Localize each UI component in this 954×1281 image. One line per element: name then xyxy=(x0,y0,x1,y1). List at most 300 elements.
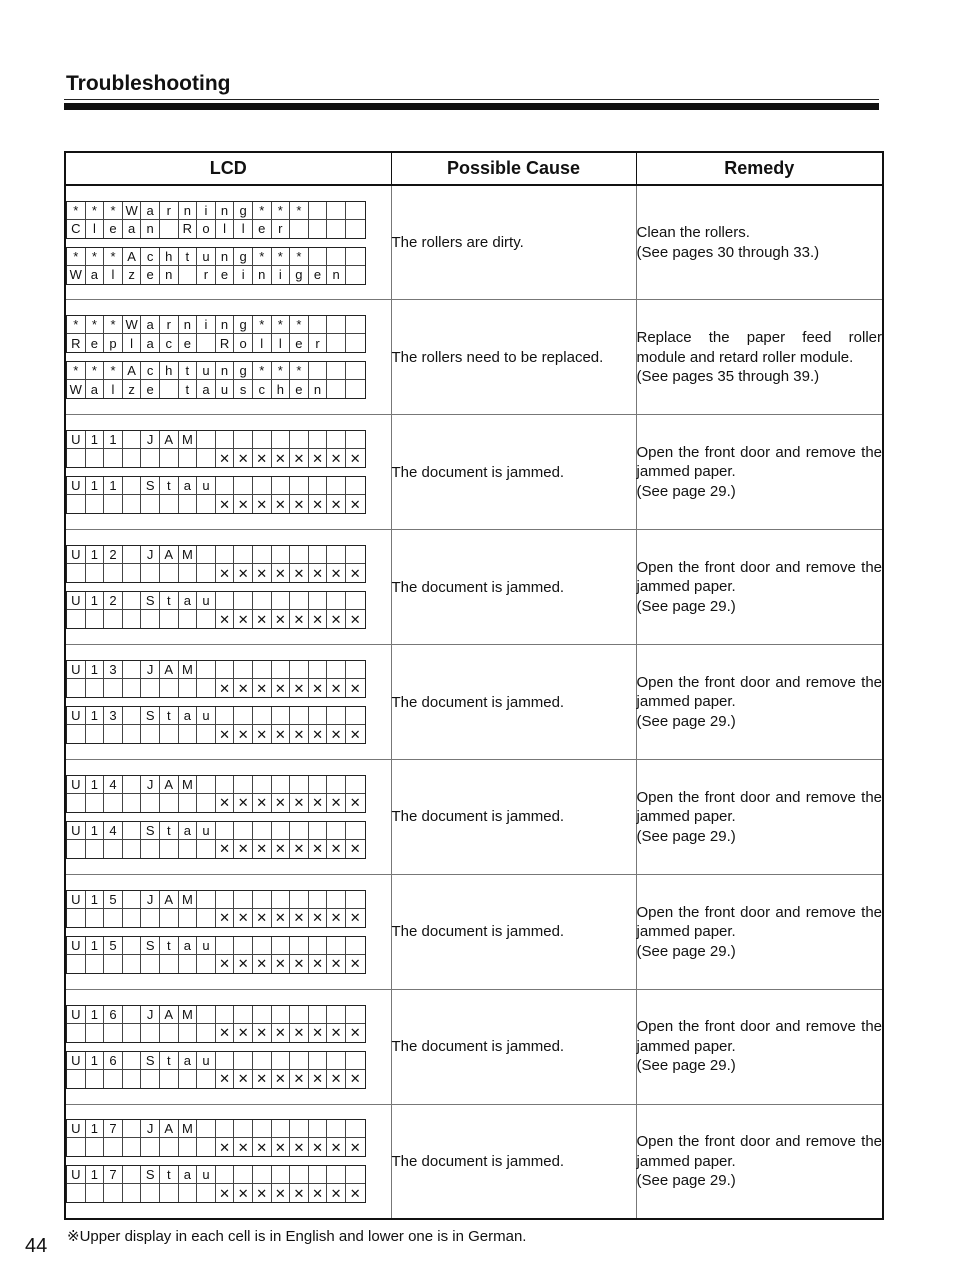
possible-cause: The document is jammed. xyxy=(391,759,636,874)
lcd-char: ✕ xyxy=(253,909,272,927)
lcd-char xyxy=(290,891,309,909)
lcd-char xyxy=(272,661,291,679)
lcd-char: J xyxy=(141,431,160,449)
lcd-char xyxy=(197,449,216,467)
lcd-char xyxy=(123,449,142,467)
lcd-char: ✕ xyxy=(309,679,328,697)
lcd-char: e xyxy=(179,334,198,352)
lcd-char xyxy=(197,661,216,679)
lcd-char: * xyxy=(290,316,309,334)
lcd-char xyxy=(67,679,86,697)
lcd-char xyxy=(290,546,309,564)
lcd-char xyxy=(197,776,216,794)
lcd-char xyxy=(327,380,346,398)
lcd-char xyxy=(272,431,291,449)
lcd-char xyxy=(141,610,160,628)
lcd-char: ✕ xyxy=(290,955,309,973)
lcd-char: ✕ xyxy=(253,495,272,513)
lcd-char: ✕ xyxy=(253,679,272,697)
lcd-char xyxy=(253,707,272,725)
lcd-display-german xyxy=(66,591,366,629)
lcd-char: l xyxy=(86,220,105,238)
remedy-page-reference: (See page 29.) xyxy=(636,1057,736,1075)
lcd-char xyxy=(234,822,253,840)
table-row xyxy=(65,1104,883,1219)
lcd-char: * xyxy=(290,202,309,220)
lcd-display-english xyxy=(66,775,366,813)
lcd-char: ✕ xyxy=(290,610,309,628)
lcd-char: e xyxy=(104,220,123,238)
lcd-char xyxy=(234,546,253,564)
lcd-char: n xyxy=(309,380,328,398)
lcd-char xyxy=(216,661,235,679)
lcd-char: ✕ xyxy=(272,725,291,743)
lcd-char: W xyxy=(123,316,142,334)
lcd-char: u xyxy=(197,1166,216,1184)
lcd-char xyxy=(197,679,216,697)
lcd-char xyxy=(309,891,328,909)
lcd-char: 6 xyxy=(104,1052,123,1070)
lcd-char: a xyxy=(86,266,105,284)
lcd-char: ✕ xyxy=(234,564,253,582)
lcd-char xyxy=(104,1024,123,1042)
lcd-char: 5 xyxy=(104,937,123,955)
lcd-char: ✕ xyxy=(234,495,253,513)
lcd-char: a xyxy=(197,380,216,398)
lcd-char xyxy=(327,707,346,725)
lcd-char: * xyxy=(104,362,123,380)
lcd-char xyxy=(272,1166,291,1184)
lcd-char: * xyxy=(86,248,105,266)
lcd-char xyxy=(179,840,198,858)
lcd-char: ✕ xyxy=(349,496,361,512)
lcd-char: t xyxy=(160,937,179,955)
lcd-char: 1 xyxy=(104,431,123,449)
lcd-char: e xyxy=(141,266,160,284)
lcd-char xyxy=(309,362,328,380)
remedy-page-reference: (See page 29.) xyxy=(636,597,736,615)
remedy-page-reference: (See page 29.) xyxy=(636,482,736,500)
lcd-char xyxy=(179,495,198,513)
lcd-char xyxy=(346,334,365,352)
lcd-char: c xyxy=(253,380,272,398)
lcd-char: n xyxy=(327,266,346,284)
lcd-char xyxy=(346,592,365,610)
lcd-char: U xyxy=(67,1120,86,1138)
lcd-char: l xyxy=(234,220,253,238)
lcd-char: J xyxy=(141,661,160,679)
lcd-char: ✕ xyxy=(234,1070,253,1088)
lcd-char xyxy=(104,679,123,697)
lcd-char: * xyxy=(290,362,309,380)
remedy xyxy=(636,989,883,1104)
lcd-char xyxy=(234,477,253,495)
lcd-char xyxy=(141,449,160,467)
lcd-char: A xyxy=(160,1006,179,1024)
remedy-instruction: Open the front door and remove the jammed paper. xyxy=(636,788,882,826)
lcd-char xyxy=(179,449,198,467)
lcd-char xyxy=(309,776,328,794)
lcd-char xyxy=(309,822,328,840)
lcd-char xyxy=(309,1052,328,1070)
lcd-char: 2 xyxy=(104,546,123,564)
lcd-char xyxy=(104,610,123,628)
lcd-char: t xyxy=(179,362,198,380)
lcd-display-english xyxy=(66,201,366,239)
lcd-char: u xyxy=(197,707,216,725)
lcd-char: ✕ xyxy=(327,495,346,513)
remedy-page-reference: (See page 29.) xyxy=(636,712,736,730)
title-rule-thick xyxy=(64,103,879,110)
lcd-char: ✕ xyxy=(234,909,253,927)
lcd-char: ✕ xyxy=(216,1070,235,1088)
lcd-char: U xyxy=(67,661,86,679)
lcd-char: a xyxy=(179,707,198,725)
lcd-char xyxy=(327,334,346,352)
lcd-char: * xyxy=(86,362,105,380)
remedy-page-reference: (See page 29.) xyxy=(636,1172,736,1190)
lcd-char xyxy=(234,1052,253,1070)
lcd-char xyxy=(67,794,86,812)
lcd-char: ✕ xyxy=(253,955,272,973)
remedy xyxy=(636,759,883,874)
lcd-char: ✕ xyxy=(309,1184,328,1202)
lcd-char: S xyxy=(141,822,160,840)
lcd-char: ✕ xyxy=(290,1184,309,1202)
remedy-instruction: Open the front door and remove the jammed paper. xyxy=(636,443,882,481)
lcd-char xyxy=(86,1184,105,1202)
lcd-char xyxy=(234,707,253,725)
lcd-display-english xyxy=(66,430,366,468)
lcd-char: * xyxy=(67,316,86,334)
lcd-char xyxy=(160,909,179,927)
lcd-char: t xyxy=(160,592,179,610)
lcd-char xyxy=(234,1166,253,1184)
lcd-char: n xyxy=(253,266,272,284)
lcd-char xyxy=(272,707,291,725)
lcd-char xyxy=(290,1006,309,1024)
lcd-char: S xyxy=(141,477,160,495)
lcd-char: ✕ xyxy=(290,1070,309,1088)
lcd-char: S xyxy=(141,937,160,955)
remedy xyxy=(636,530,883,645)
lcd-char xyxy=(123,679,142,697)
lcd-char: e xyxy=(86,334,105,352)
remedy-page-reference: (See pages 35 through 39.) xyxy=(636,368,820,386)
lcd-char xyxy=(67,955,86,973)
lcd-char: ✕ xyxy=(216,1184,235,1202)
lcd-char xyxy=(216,776,235,794)
lcd-char: ✕ xyxy=(327,725,346,743)
lcd-char xyxy=(197,1120,216,1138)
lcd-char xyxy=(104,725,123,743)
lcd-char xyxy=(309,707,328,725)
lcd-char xyxy=(141,1184,160,1202)
lcd-cell xyxy=(65,1104,391,1219)
lcd-char: ✕ xyxy=(216,955,235,973)
lcd-char xyxy=(309,661,328,679)
lcd-char xyxy=(197,610,216,628)
lcd-char xyxy=(160,840,179,858)
lcd-char xyxy=(346,891,365,909)
lcd-char: u xyxy=(197,1052,216,1070)
lcd-char: M xyxy=(179,891,198,909)
lcd-char: ✕ xyxy=(349,1071,361,1087)
lcd-char xyxy=(86,1024,105,1042)
lcd-char: M xyxy=(179,546,198,564)
lcd-char xyxy=(327,1120,346,1138)
lcd-char: ✕ xyxy=(327,840,346,858)
lcd-char xyxy=(67,1184,86,1202)
remedy-instruction: Open the front door and remove the jammed paper. xyxy=(636,903,882,941)
lcd-char xyxy=(160,1138,179,1156)
lcd-char: 3 xyxy=(104,707,123,725)
lcd-char xyxy=(104,1184,123,1202)
lcd-char: 1 xyxy=(86,937,105,955)
lcd-char: g xyxy=(290,266,309,284)
remedy xyxy=(636,645,883,760)
lcd-char: ✕ xyxy=(216,449,235,467)
lcd-char: 6 xyxy=(104,1006,123,1024)
lcd-char xyxy=(67,725,86,743)
lcd-char: U xyxy=(67,1052,86,1070)
title-rule-thin xyxy=(64,99,879,100)
header-remedy: Remedy xyxy=(636,152,883,185)
lcd-char xyxy=(197,725,216,743)
lcd-char xyxy=(253,592,272,610)
lcd-char xyxy=(272,592,291,610)
lcd-char: e xyxy=(216,266,235,284)
lcd-char: W xyxy=(123,202,142,220)
lcd-char: n xyxy=(216,248,235,266)
lcd-char xyxy=(123,955,142,973)
lcd-char xyxy=(86,840,105,858)
lcd-char xyxy=(104,1070,123,1088)
possible-cause: The document is jammed. xyxy=(391,1104,636,1219)
lcd-char xyxy=(123,1166,142,1184)
lcd-char: ✕ xyxy=(272,495,291,513)
lcd-char xyxy=(197,1006,216,1024)
lcd-char: g xyxy=(234,202,253,220)
lcd-char: ✕ xyxy=(309,955,328,973)
lcd-char xyxy=(123,1052,142,1070)
lcd-char: * xyxy=(253,316,272,334)
lcd-char: * xyxy=(290,248,309,266)
lcd-char: t xyxy=(160,707,179,725)
lcd-char xyxy=(216,592,235,610)
remedy xyxy=(636,874,883,989)
lcd-char: u xyxy=(197,822,216,840)
lcd-char xyxy=(86,794,105,812)
lcd-char: ✕ xyxy=(253,725,272,743)
lcd-display-english xyxy=(66,660,366,698)
lcd-char: ✕ xyxy=(234,449,253,467)
lcd-char xyxy=(197,1070,216,1088)
lcd-char xyxy=(123,477,142,495)
lcd-display-english xyxy=(66,890,366,928)
remedy-instruction: Open the front door and remove the jammed paper. xyxy=(636,1133,882,1170)
lcd-char xyxy=(197,1184,216,1202)
lcd-char xyxy=(253,661,272,679)
lcd-char xyxy=(290,592,309,610)
lcd-char xyxy=(104,449,123,467)
lcd-char xyxy=(234,1120,253,1138)
lcd-char: ✕ xyxy=(216,840,235,858)
lcd-char: ✕ xyxy=(309,610,328,628)
lcd-char: * xyxy=(104,202,123,220)
lcd-char: n xyxy=(179,316,198,334)
lcd-char xyxy=(179,610,198,628)
lcd-cell xyxy=(65,185,391,300)
lcd-char xyxy=(160,449,179,467)
lcd-char xyxy=(123,431,142,449)
lcd-char xyxy=(160,794,179,812)
lcd-char xyxy=(67,610,86,628)
lcd-display-english xyxy=(66,1005,366,1043)
lcd-char: a xyxy=(141,202,160,220)
lcd-char: * xyxy=(86,316,105,334)
lcd-char xyxy=(346,937,365,955)
lcd-char: e xyxy=(309,266,328,284)
lcd-char xyxy=(123,1024,142,1042)
lcd-char: ✕ xyxy=(327,610,346,628)
lcd-char: R xyxy=(216,334,235,352)
lcd-char xyxy=(253,937,272,955)
lcd-display-german xyxy=(66,1165,366,1203)
lcd-char xyxy=(272,1006,291,1024)
lcd-char xyxy=(216,431,235,449)
lcd-char: ✕ xyxy=(309,794,328,812)
remedy-page-reference: (See page 29.) xyxy=(636,942,736,960)
lcd-char: a xyxy=(179,822,198,840)
lcd-char: ✕ xyxy=(290,564,309,582)
lcd-char xyxy=(290,1120,309,1138)
lcd-char xyxy=(234,661,253,679)
lcd-char: a xyxy=(179,477,198,495)
lcd-char xyxy=(290,822,309,840)
lcd-char: ✕ xyxy=(272,1184,291,1202)
lcd-char xyxy=(123,794,142,812)
lcd-char xyxy=(309,220,328,238)
lcd-char: ✕ xyxy=(253,564,272,582)
lcd-char: p xyxy=(104,334,123,352)
lcd-char xyxy=(123,1184,142,1202)
lcd-char: U xyxy=(67,592,86,610)
lcd-char: r xyxy=(160,316,179,334)
lcd-char: ✕ xyxy=(309,564,328,582)
lcd-char: 1 xyxy=(86,822,105,840)
remedy xyxy=(636,300,883,415)
lcd-char: ✕ xyxy=(290,1138,309,1156)
lcd-char: ✕ xyxy=(234,1138,253,1156)
lcd-char: i xyxy=(234,266,253,284)
lcd-char: r xyxy=(160,202,179,220)
lcd-char: ✕ xyxy=(253,610,272,628)
lcd-char: ✕ xyxy=(290,909,309,927)
lcd-char: ✕ xyxy=(272,679,291,697)
lcd-char xyxy=(309,546,328,564)
lcd-char: u xyxy=(197,937,216,955)
table-row xyxy=(65,530,883,645)
lcd-char xyxy=(197,431,216,449)
lcd-char: e xyxy=(290,334,309,352)
lcd-char: e xyxy=(141,380,160,398)
lcd-char: z xyxy=(123,266,142,284)
lcd-char: A xyxy=(160,891,179,909)
lcd-char: ✕ xyxy=(349,910,361,926)
lcd-char: e xyxy=(253,220,272,238)
lcd-char: ✕ xyxy=(349,956,361,972)
lcd-char xyxy=(141,794,160,812)
lcd-char xyxy=(234,592,253,610)
lcd-char xyxy=(272,1052,291,1070)
lcd-char: ✕ xyxy=(234,610,253,628)
lcd-char xyxy=(123,592,142,610)
lcd-char xyxy=(104,840,123,858)
lcd-cell xyxy=(65,759,391,874)
lcd-char: ✕ xyxy=(327,564,346,582)
lcd-char: ✕ xyxy=(349,1025,361,1041)
lcd-char: l xyxy=(272,334,291,352)
remedy-instruction: Open the front door and remove the jammed paper. xyxy=(636,673,882,711)
lcd-char: t xyxy=(179,248,198,266)
lcd-char xyxy=(160,610,179,628)
lcd-char: * xyxy=(253,248,272,266)
lcd-cell xyxy=(65,415,391,530)
lcd-char: ✕ xyxy=(272,1070,291,1088)
lcd-char xyxy=(327,431,346,449)
lcd-char: 4 xyxy=(104,776,123,794)
lcd-char: * xyxy=(253,202,272,220)
lcd-char xyxy=(123,1006,142,1024)
lcd-char xyxy=(141,564,160,582)
troubleshooting-table xyxy=(64,151,884,1220)
lcd-char xyxy=(123,1070,142,1088)
lcd-char: R xyxy=(179,220,198,238)
lcd-char: A xyxy=(160,1120,179,1138)
lcd-char: n xyxy=(179,202,198,220)
table-row xyxy=(65,874,883,989)
lcd-char xyxy=(234,937,253,955)
lcd-display-german xyxy=(66,821,366,859)
lcd-char xyxy=(197,891,216,909)
lcd-display-english xyxy=(66,315,366,353)
header-lcd: LCD xyxy=(65,152,391,185)
table-row xyxy=(65,989,883,1104)
remedy-instruction: Open the front door and remove the jammed paper. xyxy=(636,1018,882,1055)
lcd-char: J xyxy=(141,546,160,564)
lcd-char: S xyxy=(141,1052,160,1070)
lcd-char xyxy=(160,679,179,697)
lcd-char: u xyxy=(197,592,216,610)
lcd-char xyxy=(216,546,235,564)
lcd-char xyxy=(123,661,142,679)
lcd-char xyxy=(290,937,309,955)
lcd-char xyxy=(197,955,216,973)
lcd-char: ✕ xyxy=(253,794,272,812)
lcd-char xyxy=(290,431,309,449)
lcd-char: l xyxy=(104,266,123,284)
lcd-char xyxy=(309,1006,328,1024)
lcd-display-german xyxy=(66,361,366,399)
lcd-char: M xyxy=(179,1120,198,1138)
lcd-char xyxy=(234,1006,253,1024)
lcd-char xyxy=(123,822,142,840)
lcd-char: ✕ xyxy=(349,450,361,466)
lcd-char: * xyxy=(272,248,291,266)
lcd-char: 1 xyxy=(86,477,105,495)
lcd-char: A xyxy=(160,546,179,564)
